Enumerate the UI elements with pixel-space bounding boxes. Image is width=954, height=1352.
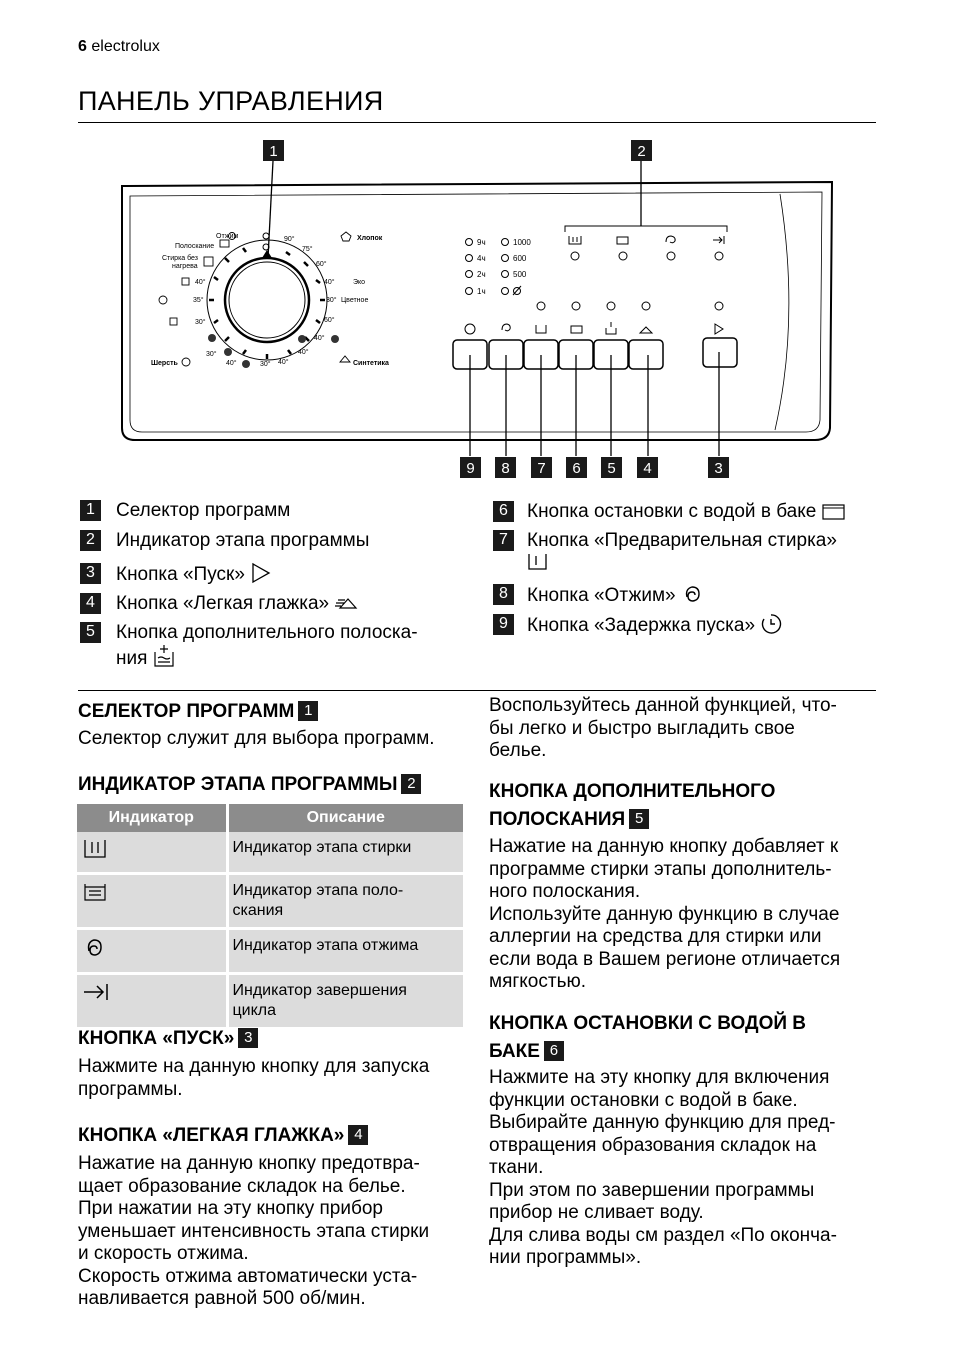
indicator-table [77, 804, 463, 1030]
section-text-selector: Селектор служит для выбора программ. [78, 728, 435, 749]
svg-text:30°: 30° [206, 351, 217, 358]
dial-label-wool: Шерсть [151, 360, 178, 367]
dial-label-cotton: Хлопок [357, 235, 383, 242]
svg-text:Эко: Эко [353, 279, 366, 286]
baby-icon [170, 318, 177, 325]
svg-text:75°: 75° [302, 246, 313, 253]
easy-iron-icon [334, 595, 358, 611]
table-row: Индикатор этапа стирки [77, 832, 463, 874]
section-title-indicator: ИНДИКАТОР ЭТАПА ПРОГРАММЫ 2 [78, 771, 421, 798]
section-title-extra-rinse: КНОПКА ДОПОЛНИТЕЛЬНОГО ПОЛОСКАНИЯ 5 [489, 781, 776, 830]
page-number: 6 [78, 38, 87, 55]
svg-text:35°: 35° [193, 297, 204, 304]
play-icon [250, 562, 272, 584]
wool-icon [182, 358, 190, 366]
timer-small-icon [159, 296, 167, 304]
section-text-extra-rinse: Нажатие на данную кнопку добавляет к программе стирки этапы дополнитель- ного полоскания. Используйте данную функцию в случае аллергии на средства для стирки или если вода в Вашем регионе отличается мягкостью. [489, 836, 841, 992]
mix-icon [182, 278, 189, 285]
section-text-easy-iron-cont: Воспользуйтесь данной функцией, что- бы легко и быстро выгладить свое белье. [489, 695, 837, 761]
page-title: ПАНЕЛЬ УПРАВЛЕНИЯ [78, 86, 384, 116]
svg-text:8: 8 [501, 460, 510, 477]
section-title-selector: СЕЛЕКТОР ПРОГРАММ 1 [78, 698, 318, 725]
section-title-rinse-hold: КНОПКА ОСТАНОВКИ С ВОДОЙ В БАКЕ 6 [489, 1013, 807, 1062]
dial-label-nowarm-2: нагрева [172, 263, 198, 270]
start-button[interactable] [703, 338, 737, 367]
brand-name: electrolux [91, 38, 160, 55]
table-header-indicator: Индикатор [77, 804, 227, 832]
dial-label-otzhim: Отжим [216, 233, 239, 240]
svg-text:60°: 60° [324, 317, 335, 324]
table-row: Индикатор завершения цикла [77, 974, 463, 1029]
callout-1 [263, 140, 284, 161]
svg-text:Цветное: Цветное [341, 297, 369, 304]
section-divider [78, 690, 876, 691]
title-rule [78, 122, 876, 123]
svg-text:6: 6 [572, 460, 581, 477]
nowarm-icon [204, 257, 213, 266]
svg-text:2ч: 2ч [477, 270, 486, 279]
panel-outline [122, 182, 832, 440]
svg-text:4ч: 4ч [477, 254, 486, 263]
section-text-rinse-hold: Нажмите на эту кнопку для включения функции остановки с водой в баке. Выбирайте данную функцию для пред- отвращения образования складок на ткани. При этом по завершении программы прибор не сливает воду. Для слива воды см раздел «По оконча- нии программы». [489, 1067, 837, 1268]
table-row: Индикатор этапа поло- скания [77, 874, 463, 929]
svg-text:40°: 40° [278, 359, 289, 366]
rinse-small-icon [220, 240, 229, 247]
svg-text:30°: 30° [260, 361, 271, 368]
svg-text:3: 3 [714, 460, 723, 477]
callout-2 [631, 140, 652, 161]
end-cycle-icon [81, 981, 111, 1003]
svg-text:9ч: 9ч [477, 238, 486, 247]
svg-text:40°: 40° [324, 279, 335, 286]
svg-text:5: 5 [607, 460, 616, 477]
rinse-stage-icon [81, 881, 109, 903]
svg-text:2: 2 [637, 143, 646, 160]
svg-text:7: 7 [537, 460, 546, 477]
svg-text:1ч: 1ч [477, 287, 486, 296]
dial-label-rinse: Полоскание [175, 243, 215, 250]
svg-text:9: 9 [466, 460, 475, 477]
svg-text:40°: 40° [314, 335, 325, 342]
svg-text:40°: 40° [298, 349, 309, 356]
svg-text:600: 600 [513, 254, 527, 263]
cotton-icon [341, 232, 351, 241]
table-header-description: Описание [227, 804, 463, 832]
svg-text:1: 1 [269, 143, 278, 160]
svg-text:30°: 30° [326, 297, 337, 304]
synthetic-icon [340, 356, 350, 362]
svg-text:40°: 40° [195, 279, 206, 286]
delay-timer-icon [760, 613, 784, 635]
rinse-hold-icon [822, 502, 846, 520]
section-text-easy-iron: Нажатие на данную кнопку предотвра- щает образование складок на белье. При нажатии на эту кнопку прибор уменьшает интенсивность этапа стирки и скорость отжима. Скорость отжима автоматически уста- навливается равной 500 об/мин. [78, 1153, 430, 1309]
section-text-start: Нажмите на данную кнопку для запуска программы. [78, 1056, 430, 1100]
spin-icon [681, 583, 703, 605]
easy-iron-button[interactable] [629, 340, 663, 369]
svg-text:30°: 30° [195, 319, 206, 326]
section-title-easy-iron: КНОПКА «ЛЕГКАЯ ГЛАЖКА» 4 [78, 1122, 368, 1149]
prewash-icon [527, 552, 549, 572]
svg-text:500: 500 [513, 270, 527, 279]
spin-stage-icon [81, 936, 109, 960]
page-header [78, 38, 160, 56]
dial-label-synthetic: Синтетика [353, 360, 389, 367]
dial-label-nowarm-1: Стирка без [162, 255, 198, 262]
svg-text:60°: 60° [316, 261, 327, 268]
svg-text:90°: 90° [284, 236, 295, 243]
table-row: Индикатор этапа отжима [77, 929, 463, 974]
svg-text:4: 4 [643, 460, 652, 477]
section-title-start: КНОПКА «ПУСК» 3 [78, 1025, 258, 1052]
extra-rinse-icon [153, 644, 175, 668]
wash-stage-icon [81, 838, 109, 860]
svg-text:40°: 40° [226, 360, 237, 367]
svg-text:1000: 1000 [513, 238, 531, 247]
control-panel-diagram [0, 130, 954, 490]
